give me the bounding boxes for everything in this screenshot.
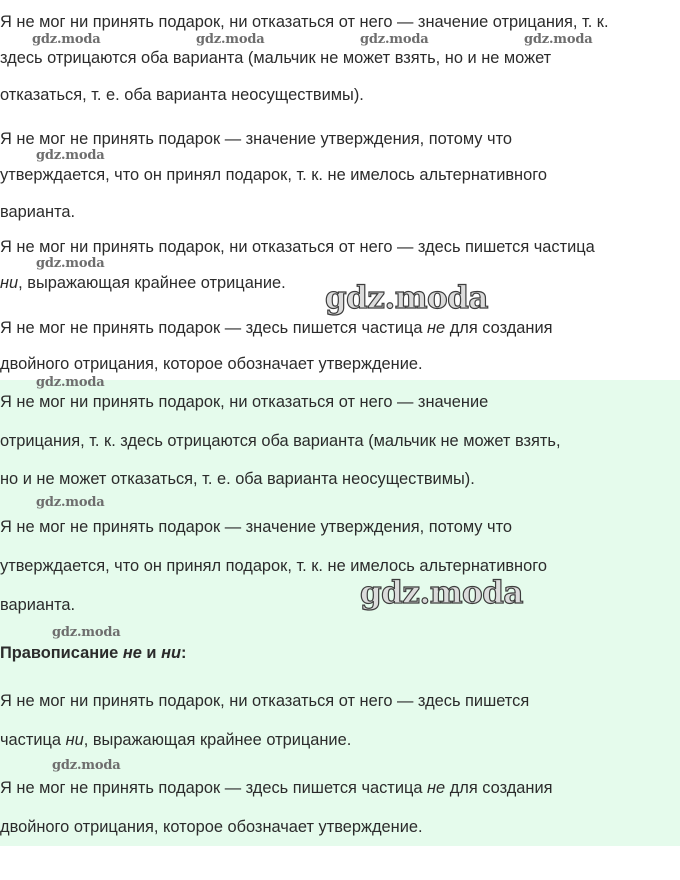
section-heading [0, 643, 680, 663]
text-line: варианта. [0, 203, 76, 221]
heading-text: и [141, 644, 162, 662]
text-line: Я не мог ни принять подарок, ни отказаться от него — значение отрицания, т. к. [0, 13, 609, 31]
watermark: gdz.moda [52, 758, 121, 773]
text-line: но и не может отказаться, т. е. оба варианта неосуществимы). [0, 470, 475, 488]
watermark: gdz.moda [36, 375, 105, 390]
text-line: отказаться, т. е. оба варианта неосуществимы). [0, 86, 364, 104]
text-line: Я не мог не принять подарок — значение утверждения, потому что [0, 130, 513, 148]
heading-particle-ni: ни [161, 644, 181, 662]
watermark: gdz.moda [524, 32, 593, 47]
particle-ne: не [427, 779, 446, 797]
particle-ni: ни [65, 731, 84, 749]
watermark: gdz.moda [196, 32, 265, 47]
text-line: Я не мог ни принять подарок, ни отказаться от него — значение [0, 393, 489, 411]
watermark: gdz.moda [36, 148, 105, 163]
watermark: gdz.moda [32, 32, 101, 47]
watermark: gdz.moda [36, 256, 105, 271]
particle-ni: ни [0, 274, 19, 292]
particle-ne: не [427, 319, 446, 337]
watermark-large: gdz.moda [325, 280, 488, 316]
text-line: варианта. [0, 596, 76, 614]
text-line: двойного отрицания, которое обозначает утверждение. [0, 818, 423, 836]
text-line: утверждается, что он принял подарок, т. к. не имелось альтернативного [0, 557, 547, 575]
text-line: утверждается, что он принял подарок, т. к. не имелось альтернативного [0, 166, 547, 184]
watermark-large: gdz.moda [360, 575, 523, 611]
text-span: Я не мог не принять подарок — здесь пишется частица [0, 319, 428, 337]
text-span: , выражающая крайнее отрицание. [83, 731, 352, 749]
heading-particle-ne: не [122, 644, 142, 662]
text-line: Я не мог ни принять подарок, ни отказаться от него — здесь пишется [0, 692, 530, 710]
text-line: Я не мог ни принять подарок, ни отказаться от него — здесь пишется частица [0, 238, 595, 256]
text-line: здесь отрицаются оба варианта (мальчик не может взять, но и не может [0, 49, 552, 67]
heading-text: : [180, 644, 187, 662]
text-span: , выражающая крайнее отрицание. [18, 274, 286, 292]
text-line: Я не мог не принять подарок — значение утверждения, потому что [0, 518, 513, 536]
text-span: для создания [445, 319, 553, 337]
text-span: частица [0, 731, 66, 749]
text-line: двойного отрицания, которое обозначает утверждение. [0, 355, 423, 373]
heading-text: Правописание [0, 644, 123, 662]
watermark: gdz.moda [36, 495, 105, 510]
text-line [0, 778, 680, 798]
watermark: gdz.moda [360, 32, 429, 47]
text-span: для создания [445, 779, 553, 797]
text-line [0, 730, 680, 750]
text-line [0, 318, 680, 338]
watermark: gdz.moda [52, 625, 121, 640]
text-span: Я не мог не принять подарок — здесь пишется частица [0, 779, 428, 797]
text-line: отрицания, т. к. здесь отрицаются оба варианта (мальчик не может взять, [0, 432, 561, 450]
